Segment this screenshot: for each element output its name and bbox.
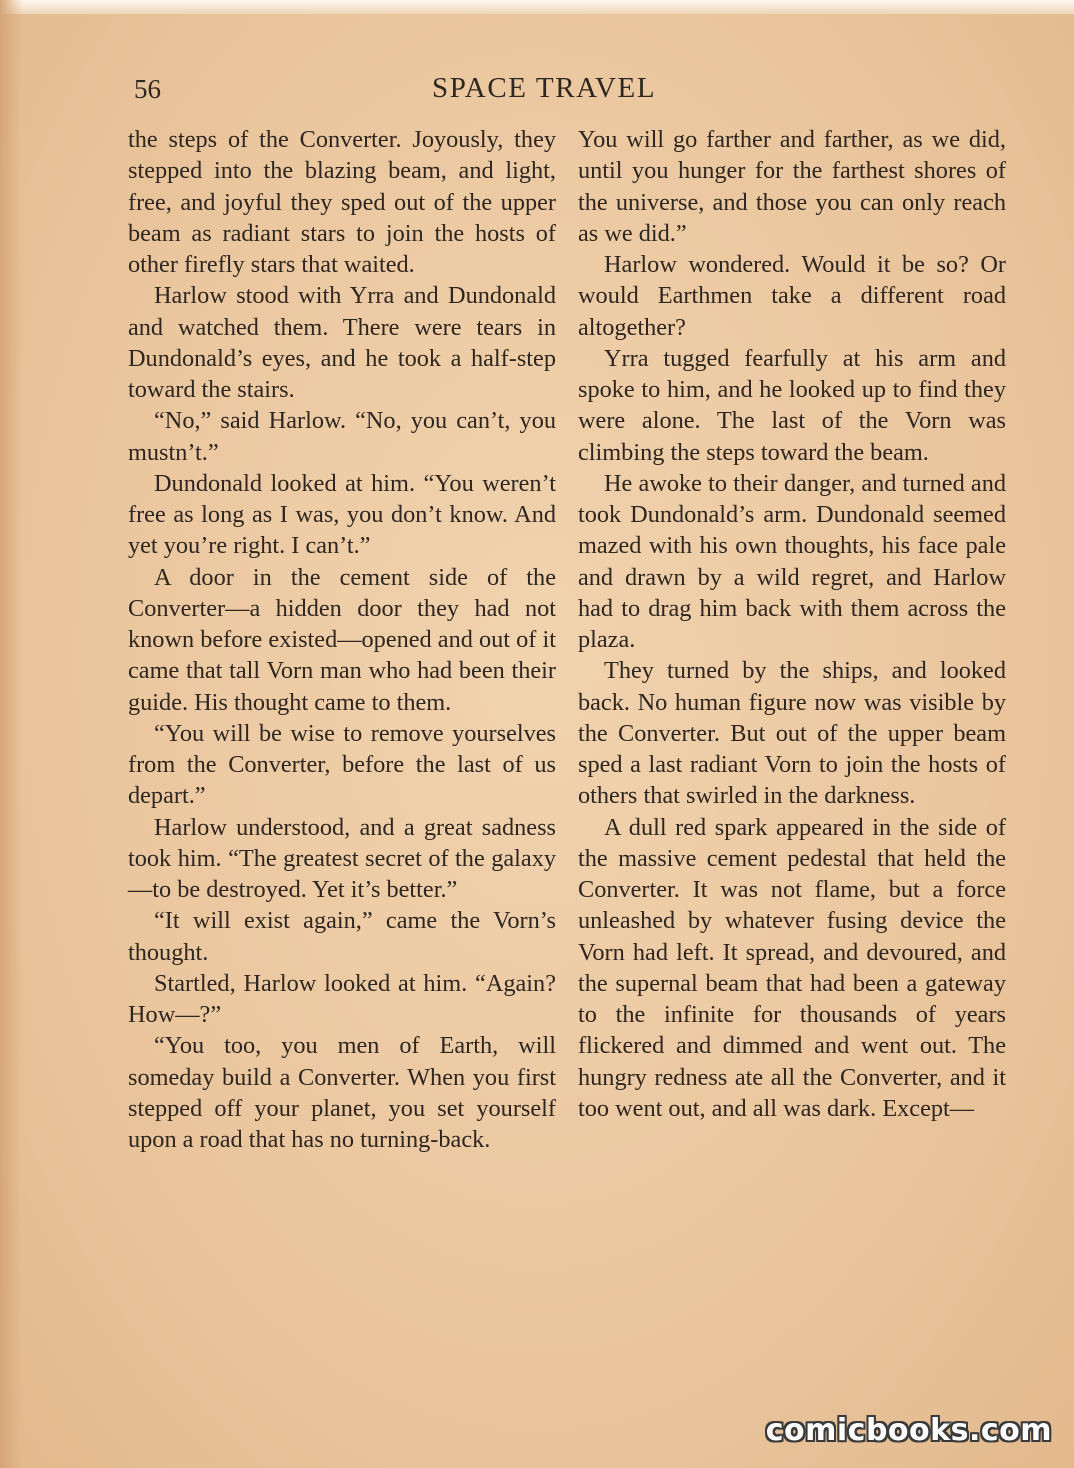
paragraph: the steps of the Converter. Joyously, they stepped into the blazing beam, and light, free, and joyful they sped out of the upper beam as radiant stars to join the hosts of other firefly stars that waited.: [128, 126, 556, 278]
paragraph: “It will exist again,” came the Vorn’s thought.: [128, 907, 556, 966]
paragraph: They turned by the ships, and looked back. No human figure now was visible by the Converter. But out of the upper beam sped a last radiant Vorn to join the hosts of others that swirled in the darkness.: [578, 657, 1006, 810]
paragraph: Harlow understood, and a great sadness took him. “The greatest secret of the galaxy—to be destroyed. Yet it’s better.”: [128, 813, 556, 903]
paragraph: Startled, Harlow looked at him. “Again? How—?”: [128, 969, 556, 1028]
page-number: 56: [134, 74, 161, 104]
paragraph: You will go farther and farther, as we did, until you hunger for the farthest shores of the universe, and those you can only reach as we did.”: [578, 126, 1006, 247]
paragraph: A dull red spark appeared in the side of the massive cement pedestal that held the Converter. It was not flame, but a force unleashed by whatever fusing device the Vorn had left. It spread, and devoured, and the supernal beam that had been a gateway to the infinite for thousands of years flickered and dimmed and went out. The hungry redness ate all the Converter, and it too went out, and all was dark. Except—: [578, 813, 1006, 1122]
paragraph: Yrra tugged fearfully at his arm and spoke to him, and he looked up to find they were alone. The last of the Vorn was climbing the steps toward the beam.: [578, 344, 1006, 466]
paragraph: “You too, you men of Earth, will someday build a Converter. When you first stepped off your planet, you set yourself upon a road that has no turning-back.: [128, 1032, 556, 1153]
paragraph: “No,” said Harlow. “No, you can’t, you mustn’t.”: [128, 407, 556, 466]
page-left-edge: [0, 0, 22, 1468]
paragraph: Dundonald looked at him. “You weren’t free as long as I was, you don’t know. And yet you’re right. I can’t.”: [128, 469, 556, 560]
paragraph: A door in the cement side of the Converter—a hidden door they had not known before existed—opened and out of it came that tall Vorn man who had been their guide. His thought came to them.: [128, 563, 556, 716]
paragraph: Harlow wondered. Would it be so? Or would Earthmen take a different road altogether?: [578, 251, 1006, 341]
page-header: [132, 70, 1012, 110]
paragraph: He awoke to their danger, and turned and took Dundonald’s arm. Dundonald seemed mazed with his own thoughts, his face pale and drawn by a wild regret, and Harlow had to drag him back with them across the plaza.: [578, 469, 1006, 653]
page-top-edge: [0, 0, 1074, 14]
paragraph: Harlow stood with Yrra and Dundonald and watched them. There were tears in Dundonald’s eyes, and he took a half-step toward the stairs.: [128, 282, 556, 403]
text-column-left: [128, 124, 556, 1155]
text-column-right: [578, 124, 1006, 1124]
site-watermark: comicbooks.com: [765, 1413, 1052, 1448]
paragraph: “You will be wise to remove yourselves from the Converter, before the last of us depart.”: [128, 719, 556, 810]
running-head-title: SPACE TRAVEL: [432, 72, 657, 104]
